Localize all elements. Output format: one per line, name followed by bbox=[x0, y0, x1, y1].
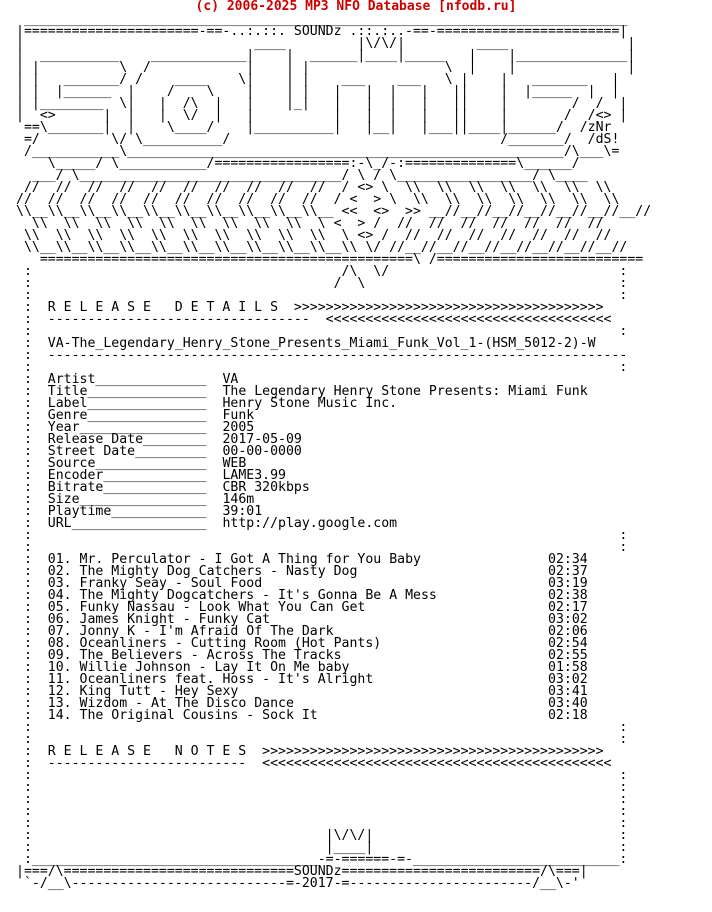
track-time: 02:55 bbox=[548, 648, 588, 663]
ascii-footer-line: `-/__\---------------------------=-2017-=-----------------------/__\-' bbox=[16, 876, 580, 891]
ascii-art-line: : : bbox=[16, 288, 628, 303]
track-title: Funky Nassau - Look What You Can Get bbox=[79, 600, 366, 615]
field-row: : Release Date________ 2017-05-09 bbox=[16, 432, 302, 447]
release-details-underline: : --------------------------------- <<<<<<<<<<<<<<<<<<<<<<<<<<<<<<<<<<<< bbox=[16, 312, 612, 327]
track-row: : 02. The Mighty Dog Catchers - Nasty Dog 02:37 bbox=[16, 564, 588, 579]
field-value: 146m bbox=[222, 492, 255, 507]
ascii-art-line: ===============================================\ /========================== bbox=[16, 252, 644, 267]
blank-line: : : bbox=[16, 324, 628, 339]
field-value[interactable]: http://play.google.com bbox=[222, 516, 398, 531]
track-time: 01:58 bbox=[548, 660, 588, 675]
ascii-art-line: | __________ ____________| | ______|____|_____ | |______________| bbox=[16, 48, 636, 63]
ascii-art-line: : / \ : bbox=[16, 276, 628, 291]
ascii-art-line: // // // // // // // // // // / < > \ \\ \\ \\ \\ \\ \\ \\ bbox=[16, 192, 620, 207]
art-top bbox=[16, 14, 651, 302]
field-label: Playtime bbox=[47, 504, 112, 519]
field-label: Year bbox=[47, 420, 80, 435]
nfo-document bbox=[16, 14, 651, 890]
ascii-art-line: : /\ \/ : bbox=[16, 264, 628, 279]
track-row: : 01. Mr. Perculator - I Got A Thing for You Baby 02:34 bbox=[16, 552, 588, 567]
track-time: 02:54 bbox=[547, 636, 588, 651]
ascii-art-line: ___/ \_________________________________/ \ / \_________________/ \____ bbox=[16, 168, 612, 183]
field-label: Bitrate bbox=[47, 480, 104, 495]
field-label: Encoder bbox=[47, 468, 104, 483]
field-label: Source bbox=[47, 456, 96, 471]
ascii-footer-line: |===/\=============================SOUNDz=========================/\===| bbox=[16, 864, 588, 879]
ascii-art-line: | |________ \| | /\ | | |_| | | | | || | / / | bbox=[16, 96, 628, 111]
field-label: Size bbox=[47, 492, 80, 507]
field-value: Funk bbox=[222, 408, 255, 423]
track-time: 02:38 bbox=[547, 588, 588, 603]
track-row: : 06. James Knight - Funky Cat 03:02 bbox=[16, 612, 588, 627]
track-title: Mr. Perculator - I Got A Thing for You Baby bbox=[79, 552, 421, 567]
track-row: : 13. Wizdom - At The Disco Dance 03:40 bbox=[16, 696, 588, 711]
footer-art bbox=[16, 830, 651, 890]
track-number: 10. bbox=[47, 660, 72, 675]
track-number: 01. bbox=[47, 552, 72, 567]
ascii-art-line: | | |______ | / \ | | | | | | | || | |_____ | | bbox=[16, 84, 620, 99]
track-row: : 08. Oceanliners - Cutting Room (Hot Pants) 02:54 bbox=[16, 636, 588, 651]
track-number: 04. bbox=[47, 588, 72, 603]
track-number: 02. bbox=[47, 564, 72, 579]
track-title: Franky Seay - Soul Food bbox=[79, 576, 263, 591]
blank-line: : : bbox=[16, 816, 628, 831]
track-row: : 07. Jonny K - I'm Afraid Of The Dark 02:06 bbox=[16, 624, 588, 639]
track-number: 13. bbox=[47, 696, 72, 711]
track-time: 03:19 bbox=[548, 576, 588, 591]
field-value: WEB bbox=[222, 456, 247, 471]
field-row: : Artist______________ VA bbox=[16, 372, 239, 387]
track-time: 02:06 bbox=[548, 624, 588, 639]
ascii-art-line: \\__\\__\\__\\__\\__\\__\\__\\__\\__\\__ << <> >> __//__//__//__//__//__//__// bbox=[16, 204, 652, 219]
ascii-footer-line: : |\/\/| : bbox=[16, 828, 628, 843]
blank-line: : : bbox=[16, 360, 628, 375]
ascii-art-line: | | _______/ / ____ \| | | ___ ___ \ | | _______ | bbox=[16, 72, 620, 87]
blank-line: : : bbox=[16, 768, 628, 783]
ascii-footer-line: :____________________________________-=-======-=-__________________________: bbox=[16, 852, 628, 867]
ascii-art-line: |======================-==-..:.::. SOUNDz .::.:..-==-=======================| bbox=[16, 24, 628, 39]
blank-line: : : bbox=[16, 780, 628, 795]
track-title: Wizdom - At The Disco Dance bbox=[79, 696, 294, 711]
field-value: VA bbox=[222, 372, 239, 387]
track-row: : 05. Funky Nassau - Look What You Can Get 02:17 bbox=[16, 600, 588, 615]
ascii-art-line: /___________\_______________________________________________________/\___\= bbox=[16, 144, 620, 159]
track-number: 11. bbox=[47, 672, 72, 687]
release-details-heading: : R E L E A S E D E T A I L S >>>>>>>>>>>>>>>>>>>>>>>>>>>>>>>>>>>>>>> bbox=[16, 300, 604, 315]
track-title: The Mighty Dog Catchers - Nasty Dog bbox=[79, 564, 358, 579]
field-label: Street Date bbox=[47, 444, 136, 459]
field-label: URL bbox=[47, 516, 72, 531]
track-time: 02:34 bbox=[548, 552, 588, 567]
field-value: LAME3.99 bbox=[222, 468, 286, 483]
track-title: Willie Johnson - Lay It On Me baby bbox=[79, 660, 350, 675]
ascii-art-line: | | \ / | | | \ | | | bbox=[16, 60, 636, 75]
track-time: 02:37 bbox=[548, 564, 588, 579]
track-time: 03:02 bbox=[547, 672, 588, 687]
track-row: : 10. Willie Johnson - Lay It On Me baby 01:58 bbox=[16, 660, 588, 675]
field-label: Artist bbox=[47, 372, 96, 387]
track-time: 02:18 bbox=[547, 708, 588, 723]
field-value: 39:01 bbox=[222, 504, 263, 519]
track-number: 12. bbox=[47, 684, 72, 699]
field-value: 00-00-0000 bbox=[222, 444, 302, 459]
track-number: 06. bbox=[47, 612, 72, 627]
blank-line: : : bbox=[16, 540, 628, 555]
blank-line: : : bbox=[16, 792, 628, 807]
track-time: 02:17 bbox=[548, 600, 588, 615]
track-title: James Knight - Funky Cat bbox=[79, 612, 271, 627]
track-time: 03:41 bbox=[548, 684, 588, 699]
field-label: Release Date bbox=[47, 432, 144, 447]
release-notes-underline: : ------------------------- <<<<<<<<<<<<<<<<<<<<<<<<<<<<<<<<<<<<<<<<<<<< bbox=[16, 756, 612, 771]
field-row: : Title_______________ The Legendary Henry Stone Presents: Miami Funk bbox=[16, 384, 588, 399]
field-row: : Playtime____________ 39:01 bbox=[16, 504, 263, 519]
ascii-art-line: // // // // // // // // // // / <> \ \\ \\ \\ \\ \\ \\ \\ bbox=[16, 180, 612, 195]
track-number: 07. bbox=[47, 624, 72, 639]
field-label: Label bbox=[47, 396, 88, 411]
track-time: 03:02 bbox=[548, 612, 588, 627]
field-value: CBR 320kbps bbox=[222, 480, 310, 495]
track-number: 09. bbox=[47, 648, 72, 663]
ascii-footer-line: : |____| : bbox=[16, 840, 628, 855]
ascii-art-line: \\ \\ \\ \\ \\ \\ \\ \\ \\ \ < > / // // // // // // // bbox=[16, 216, 604, 231]
field-row: : Genre_______________ Funk bbox=[16, 408, 255, 423]
field-row: : Source______________ WEB bbox=[16, 456, 247, 471]
track-title: Oceanliners - Cutting Room (Hot Pants) bbox=[79, 636, 382, 651]
track-title: King Tutt - Hey Sexy bbox=[79, 684, 239, 699]
field-row: : Year________________ 2005 bbox=[16, 420, 255, 435]
track-row: : 11. Oceanliners feat. Hoss - It's Alright 03:02 bbox=[16, 672, 588, 687]
field-row: : Label_______________ Henry Stone Music Inc. bbox=[16, 396, 398, 411]
track-time: 03:40 bbox=[548, 696, 588, 711]
field-row: : Street Date_________ 00-00-0000 bbox=[16, 444, 302, 459]
ascii-art-line: ____________________________________________________________________________ bbox=[16, 12, 628, 27]
ascii-art-line: | <> | | | \/ | | | | | | || | / /<> | bbox=[16, 108, 628, 123]
blank-line: : : bbox=[16, 804, 628, 819]
field-value: The Legendary Henry Stone Presents: Miami Funk bbox=[222, 384, 588, 399]
track-number: 05. bbox=[47, 600, 72, 615]
track-title: Jonny K - I'm Afraid Of The Dark bbox=[79, 624, 334, 639]
release-notes-heading: : R E L E A S E N O T E S >>>>>>>>>>>>>>>>>>>>>>>>>>>>>>>>>>>>>>>>>>> bbox=[16, 744, 604, 759]
track-number: 14. bbox=[47, 708, 72, 723]
tracklist bbox=[16, 554, 651, 722]
track-row: : 12. King Tutt - Hey Sexy 03:41 bbox=[16, 684, 588, 699]
track-title: The Believers - Across The Tracks bbox=[79, 648, 342, 663]
ascii-art-line: \\__\\__\\__\\__\\__\\__\\__\\__\\__\\__\\ \/ //__//__//__//__//__//__//__// bbox=[16, 240, 628, 255]
field-value: 2005 bbox=[222, 420, 255, 435]
track-title: The Mighty Dogcatchers - It's Gonna Be A Mess bbox=[79, 588, 437, 603]
ascii-art-line: \_____/ \___________/=================:-\_/-:==============\______/ bbox=[16, 156, 612, 171]
track-row: : 04. The Mighty Dogcatchers - It's Gonna Be A Mess 02:38 bbox=[16, 588, 588, 603]
field-label: Genre bbox=[47, 408, 88, 423]
ascii-art-line: | ____ |\/\/| ____ | bbox=[16, 36, 636, 51]
field-row: : Size________________ 146m bbox=[16, 492, 255, 507]
field-value: Henry Stone Music Inc. bbox=[222, 396, 398, 411]
track-number: 03. bbox=[47, 576, 72, 591]
field-label: Title bbox=[47, 384, 88, 399]
blank-line: : : bbox=[16, 528, 628, 543]
field-value: 2017-05-09 bbox=[222, 432, 302, 447]
track-title: Oceanliners feat. Hoss - It's Alright bbox=[79, 672, 374, 687]
ascii-art-line: \\ \\ \\ \\ \\ \\ \\ \\ \\ \\ \ <> / // // // // // // // bbox=[16, 228, 620, 243]
release-name-rule: : ------------------------------------------------------------------------- bbox=[16, 348, 628, 363]
blank-line: : : bbox=[16, 732, 628, 747]
track-number: 08. bbox=[47, 636, 72, 651]
track-row: : 09. The Believers - Across The Tracks 02:55 bbox=[16, 648, 588, 663]
track-row: : 03. Franky Seay - Soul Food 03:19 bbox=[16, 576, 588, 591]
fields-table bbox=[16, 374, 651, 530]
site-header: (c) 2006-2025 MP3 NFO Database [nfodb.ru] bbox=[195, 0, 517, 14]
blank-line: : : bbox=[16, 720, 628, 735]
track-title: The Original Cousins - Sock It bbox=[79, 708, 318, 723]
ascii-art-line: =/ \/ \__________/ /_______/ /dS! bbox=[16, 132, 620, 147]
release-name: : VA-The_Legendary_Henry_Stone_Presents_Miami_Funk_Vol_1-(HSM_5012-2)-W bbox=[16, 336, 596, 351]
field-row: : Encoder_____________ LAME3.99 bbox=[16, 468, 286, 483]
ascii-art-line: ==\_______| | \____/ |__________| |__| |___||____|______/ /zNr bbox=[16, 120, 612, 135]
track-row: : 14. The Original Cousins - Sock It 02:18 bbox=[16, 708, 588, 723]
field-row: : Bitrate_____________ CBR 320kbps bbox=[16, 480, 310, 495]
field-row: : URL_________________ http://play.google.com bbox=[16, 516, 398, 531]
